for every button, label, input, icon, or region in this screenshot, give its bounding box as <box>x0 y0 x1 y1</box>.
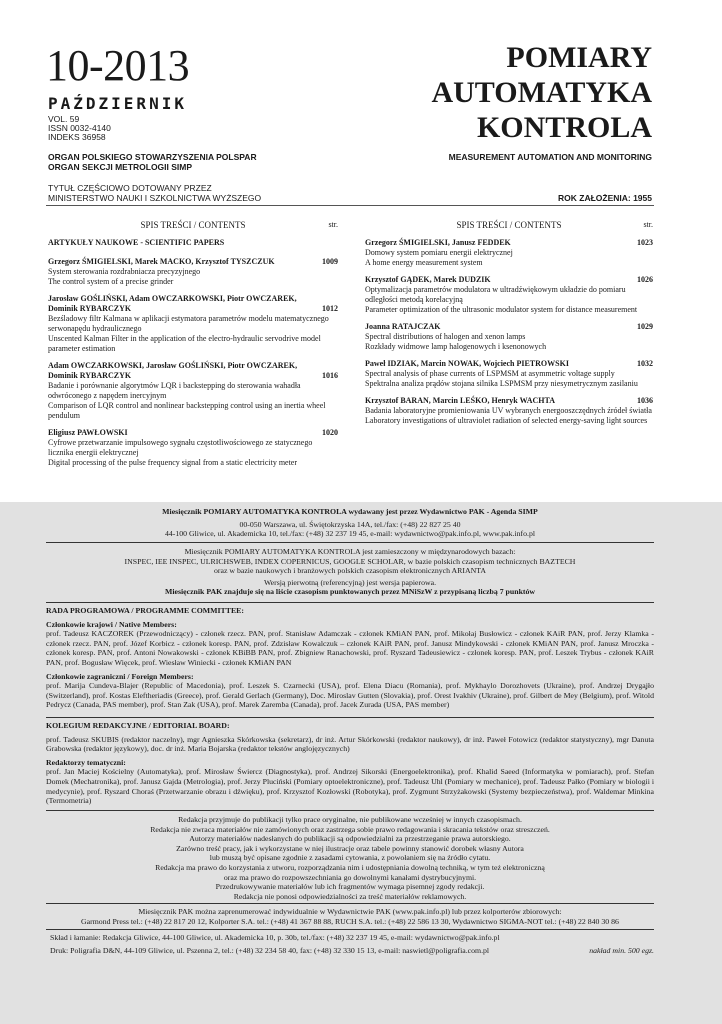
organ-line-1: ORGAN POLSKIEGO STOWARZYSZENIA POLSPAR <box>48 152 257 162</box>
divider <box>46 717 654 718</box>
toc-authors: Grzegorz ŚMIGIELSKI, Janusz FEDDEK <box>365 238 511 247</box>
editorial-policy <box>46 815 654 901</box>
founded-year: ROK ZAŁOŻENIA: 1955 <box>558 193 652 203</box>
toc-page: 1009 <box>322 257 338 266</box>
publisher-contact: 44-100 Gliwice, ul. Akademicka 10, tel./fax: (+48) 32 237 19 45, e-mail: wydawnictwo@pak.info.pl, www.pak.info.pl <box>164 529 536 539</box>
header-divider <box>46 205 654 206</box>
toc-authors: Paweł IDZIAK, Marcin NOWAK, Wojciech PIETROWSKI <box>365 359 569 368</box>
toc-title-en: Comparison of LQR control and nonlinear backstepping control using an inertia wheel pendulum <box>48 401 326 420</box>
indexing-line: INSPEC, IEE INSPEC, ULRICHSWEB, INDEX COPERNICUS, GOOGLE SCHOLAR, w bazie polskich czasopism technicznych BAZTECH <box>124 556 576 566</box>
toc-title-en: A home energy measurement system <box>365 258 483 267</box>
section-heading: ARTYKUŁY NAUKOWE - SCIENTIFIC PAPERS <box>48 238 225 247</box>
toc-title-en: Unscented Kalman Filter in the application of the electro-hydraulic servodrive model parameter estimation <box>48 334 321 353</box>
policy-line: Autorzy materiałów nadesłanych do publikacji są odpowiedzialni za przestrzeganie prawa autorskiego. <box>189 834 511 844</box>
page-column-label: str. <box>643 220 653 229</box>
toc-authors: Jarosław GOŚLIŃSKI, Adam OWCZARKOWSKI, Piotr OWCZAREK, Dominik RYBARCZYK <box>48 294 297 313</box>
divider <box>46 542 654 543</box>
toc-title-en: The control system of a precise grinder <box>48 277 174 286</box>
divider <box>46 929 654 930</box>
toc-entry <box>365 238 653 268</box>
divider <box>46 810 654 811</box>
toc-entry <box>48 428 338 468</box>
policy-line: oraz ma prawo do rozpowszechniania go dowolnymi kanałami dystrybucyjnymi. <box>223 872 477 882</box>
toc-title-pl: System sterowania rozdrabniacza precyzyjnego <box>48 267 201 276</box>
policy-line: Zarówno treść pracy, jak i wykorzystane w niej ilustracje oraz tabele powinny stanowić dorobek własny Autora <box>176 843 524 853</box>
indexing-points: Miesięcznik PAK znajduje się na liście czasopism punktowanych przez MNiSzW z przypisaną liczbą 7 punktów <box>164 587 536 597</box>
toc-title-en: Spektralna analiza prądów stojana silnika LSPMSM przy niesymetrycznym zasilaniu <box>365 379 638 388</box>
native-members-heading: Członkowie krajowi / Native Members: <box>46 619 177 629</box>
toc-authors: Krzysztof GĄDEK, Marek DUDZIK <box>365 275 491 284</box>
editorial-members: prof. Tadeusz SKUBIS (redaktor naczelny), mgr Agnieszka Skórkowska (sekretarz), dr inż. Artur Skórkowski (redaktor naukowy), dr inż. Paweł Fotowicz (redaktor statystyczny), mgr Danuta Grabowska (redaktor językowy), doc. dr inż. Maria Bojarska (redaktor tekstów anglojęzycznych) <box>46 734 654 754</box>
toc-authors: Joanna RATAJCZAK <box>365 322 441 331</box>
toc-page: 1026 <box>637 275 653 284</box>
indexing-line: Wersją pierwotną (referencyjną) jest wersja papierowa. <box>263 577 437 587</box>
policy-line: Redakcja nie zwraca materiałów nie zamówionych oraz zastrzega sobie prawo redagowania i skracania tekstów oraz streszczeń. <box>150 824 550 834</box>
toc-page: 1012 <box>322 304 338 313</box>
issue-month: PAŹDZIERNIK <box>48 94 187 113</box>
publisher-block <box>46 507 654 539</box>
toc-title-en: Rozkłady widmowe lamp halogenowych i ksenonowych <box>365 342 547 351</box>
toc-authors: Adam OWCZARKOWSKI, Jarosław GOŚLIŃSKI, Piotr OWCZAREK, Dominik RYBARCZYK <box>48 361 298 380</box>
toc-title-en: Digital processing of the pulse frequency signal from a static electricity meter <box>48 458 298 467</box>
toc-title-pl: Domowy system pomiaru energii elektrycznej <box>365 248 513 257</box>
english-subtitle: MEASUREMENT AUTOMATION AND MONITORING <box>448 152 652 162</box>
toc-heading: SPIS TREŚCI / CONTENTS <box>140 220 246 230</box>
publisher-line: Miesięcznik POMIARY AUTOMATYKA KONTROLA wydawany jest przez Wydawnictwo PAK - Agenda SIMP <box>162 507 538 516</box>
programme-committee <box>46 606 654 710</box>
funding-line-1: TYTUŁ CZĘŚCIOWO DOTOWANY PRZEZ <box>48 183 212 193</box>
toc-title-pl: Spectral distributions of halogen and xenon lamps <box>365 332 526 341</box>
toc-right-column <box>365 220 653 433</box>
policy-line: Redakcja przyjmuje do publikacji tylko prace oryginalne, nie publikowane wcześniej w innych czasopismach. <box>178 815 522 824</box>
subscription-line: Miesięcznik PAK można zaprenumerować indywidualnie w Wydawnictwie PAK (www.pak.info.pl) lub przez kolporterów zbiorowych: <box>138 907 562 916</box>
journal-title-line: AUTOMATYKA <box>431 76 652 109</box>
divider <box>46 903 654 904</box>
toc-heading: SPIS TREŚCI / CONTENTS <box>456 220 562 230</box>
toc-entry <box>48 257 338 287</box>
toc-page: 1032 <box>637 359 653 368</box>
foreign-members-heading: Członkowie zagraniczni / Foreign Members: <box>46 671 194 681</box>
indexing-line: Miesięcznik POMIARY AUTOMATYKA KONTROLA jest zamieszczony w międzynarodowych bazach: <box>184 547 516 556</box>
divider <box>46 602 654 603</box>
indexing-block <box>46 547 654 597</box>
editorial-heading: KOLEGIUM REDAKCYJNE / EDITORIAL BOARD: <box>46 721 230 730</box>
toc-entry <box>365 396 653 426</box>
toc-entry <box>48 361 338 421</box>
typesetting-line: Skład i łamanie: Redakcja Gliwice, 44-100 Gliwice, ul. Akademicka 10, p. 30b, tel./fax: (+48) 32 237 19 45, e-mail: wydawnictwo@pak.info.pl <box>50 933 500 942</box>
toc-title-en: Parameter optimization of the ultrasonic modulator system for distance measurement <box>365 305 638 314</box>
toc-title-pl: Badania laboratoryjne promieniowania UV wybranych energooszczędnych źródeł światła <box>365 406 652 415</box>
native-members-list: prof. Tadeusz KACZOREK (Przewodniczący) - członek rzecz. PAN, prof. Stanisław Adamczak - członek KMiAN PAN, prof. Mikołaj Busłowicz - członek KAiR PAN, prof. Jerzy Klamka - członek rzecz. PAN, prof. Józef Korbicz - członek koresp. PAN, prof. Zdzisław Kowalczuk – członek KAiR PAN, prof. Janusz Mindykowski - członek KMiAN PAN, prof. Janusz Mroczka - członek koresp. PAN, prof. Antoni Nowakowski - członek KBiBB PAN, prof. Zbigniew Ranachowski, prof. Ryszard Tadeusiewicz - członek koresp. PAN, prof. Leszek Trybus - członek KAiR PAN, prof. Bogusław Więcek, prof. Wiesław Winiecki - członek KMiAN PAN <box>46 629 654 667</box>
toc-page: 1036 <box>637 396 653 405</box>
printer-line: Druk: Poligrafia D&N, 44-109 Gliwice, ul. Pszenna 2, tel.: (+48) 32 234 58 40, fax: (+48) 32 330 15 13, e-mail: naswietl@poligrafia.com.pl <box>50 946 490 955</box>
toc-title-pl: Bezśladowy filtr Kalmana w aplikacji estymatora parametrów modelu matematycznego serwonapędu hydraulicznego <box>48 314 329 333</box>
page-column-label: str. <box>328 220 338 229</box>
journal-title-line: KONTROLA <box>476 111 652 144</box>
toc-page: 1020 <box>322 428 338 437</box>
thematic-editors-heading: Redaktorzy tematyczni: <box>46 757 126 767</box>
toc-entry <box>365 275 653 315</box>
editorial-board <box>46 721 654 806</box>
funding-line-2: MINISTERSTWO NAUKI I SZKOLNICTWA WYŻSZEGO <box>48 193 262 203</box>
toc-entry <box>365 322 653 352</box>
issue-number: 10-2013 <box>46 41 190 90</box>
organ-line-2: ORGAN SEKCJI METROLOGII SIMP <box>48 162 193 172</box>
toc-entry <box>48 294 338 354</box>
subscription-block <box>46 907 654 926</box>
policy-line: lub muszą być opisane zgodnie z zasadami cytowania, z powołaniem się na źródło cytatu. <box>209 853 491 863</box>
circulation: nakład min. 500 egz. <box>589 946 654 955</box>
subscription-distributors: Garmond Press tel.: (+48) 22 817 20 12, Kolporter S.A. tel.: (+48) 41 367 88 88, RUCH S.A. tel.: (+48) 22 586 13 30, Wydawnictwo SIGMA-NOT tel.: (+48) 22 840 30 86 <box>81 916 619 926</box>
toc-entry <box>365 359 653 389</box>
volume: VOL. 59 <box>48 114 80 124</box>
policy-line: Przedrukowywanie materiałów lub ich fragmentów wymaga pisemnej zgody redakcji. <box>215 882 485 892</box>
toc-title-pl: Cyfrowe przetwarzanie impulsowego sygnału częstotliwościowego ze statycznego licznika energii elektrycznej <box>48 438 313 457</box>
toc-page: 1016 <box>322 371 338 380</box>
toc-title-pl: Badanie i porównanie algorytmów LQR i backstepping do sterowania wahadła odwróconego z napędem inercyjnym <box>48 381 301 400</box>
journal-title <box>431 40 652 145</box>
toc-authors: Krzysztof BARAN, Marcin LEŚKO, Henryk WACHTA <box>365 396 555 405</box>
toc-title-pl: Spectral analysis of phase currents of LSPMSM at asymmetric voltage supply <box>365 369 615 378</box>
foreign-members-list: prof. Marija Cundeva-Blajer (Republic of Macedonia), prof. Leszek S. Czarnecki (USA), prof. Elena Diacu (Romania), prof. Mykhaylo Dorozhovets (Ukraine), prof. Andrzej Dryga̧jło (Switzerland), prof. Kostas Eleftheriadis (Greece), prof. Gerald Gerlach (Germany), Doc. Miroslav Gutten (Slovakia), prof. Orest Ivakhiv (Ukraine), prof. Gilbert de Mey (Belgium), prof. Witold Pedrycz (Canada, PAS member), prof. Stan Zak (USA), prof. Marek Zaremba (Canada), prof. Jacek Zurada (USA, PAS member) <box>46 681 654 710</box>
toc-title-pl: Optymalizacja parametrów modulatora w ultradźwiękowym układzie do pomiaru odległości metodą korelacyjną <box>365 285 626 304</box>
indexing-line: oraz w bazie naukowych i branżowych polskich czasopism elektronicznych ARIANTA <box>214 566 486 576</box>
toc-authors: Eligiusz PAWŁOWSKI <box>48 428 128 437</box>
toc-authors: Grzegorz ŚMIGIELSKI, Marek MACKO, Krzysztof TYSZCZUK <box>48 257 275 266</box>
toc-page: 1029 <box>637 322 653 331</box>
publisher-address: 00-050 Warszawa, ul. Świętokrzyska 14A, tel./fax: (+48) 22 827 25 40 <box>239 519 461 529</box>
issn: ISSN 0032-4140 <box>48 123 111 133</box>
policy-line: Redakcja ma prawo do korzystania z utworu, rozporządzania nim i udostępniania dowolną techniką, w tym też elektroniczną <box>155 862 545 872</box>
journal-title-line: POMIARY <box>506 41 652 74</box>
toc-title-en: Laboratory investigations of ultraviolet radiation of selected energy-saving light sources <box>365 416 648 425</box>
index-number: INDEKS 36958 <box>48 132 106 142</box>
toc-page: 1023 <box>637 238 653 247</box>
policy-line: Redakcja nie ponosi odpowiedzialności za treść materiałów reklamowych. <box>233 891 467 901</box>
committee-heading: RADA PROGRAMOWA / PROGRAMME COMMITTEE: <box>46 606 244 615</box>
toc-left-column <box>48 220 338 475</box>
thematic-editors-list: prof. Jan Maciej Kościelny (Automatyka), prof. Mirosław Świercz (Diagnostyka), prof. Andrzej Sikorski (Energoelektronika), prof. Khalid Saeed (Informatyka w pomiarach), prof. Stefan Domek (Mechatronika), prof. Janusz Gajda (Metrologia), prof. Jerzy Pluciński (Pomiary optoelektroniczne), prof. Tadeusz Uhl (Pomiary w mechanice), prof. Tadeusz Pałko (Pomiary w biologii i medycynie), prof. Ryszard Choraś (Przetwarzanie obrazu i dźwięku), prof. Krzysztof Kozłowski (Robotyka), prof. Zygmunt Strzyżakowski (Systemy bezpieczeństwa), prof. Waldemar Minkina (Termometria) <box>46 767 654 806</box>
